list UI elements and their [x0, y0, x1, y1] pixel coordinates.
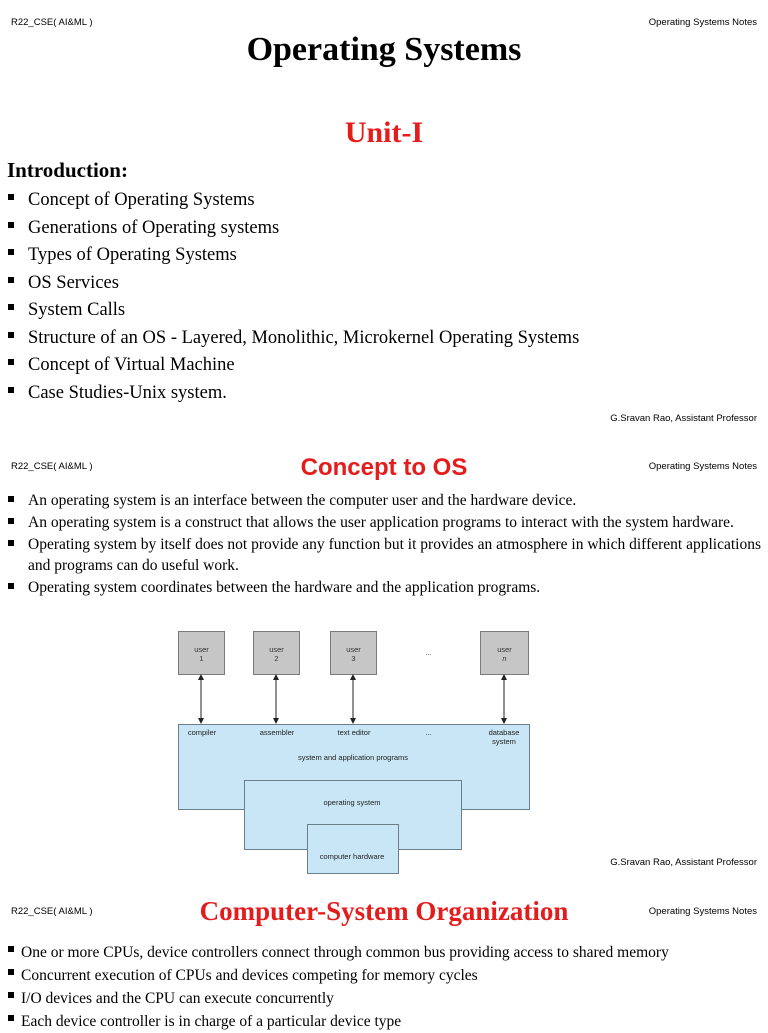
- hardware-layer: [307, 824, 399, 874]
- program-ellipsis: ...: [425, 728, 432, 737]
- user-number: 1: [199, 654, 204, 663]
- list-item-text: Operating system by itself does not provide any function but it provides an atmosphere in which different applications and programs can do useful work.: [28, 536, 761, 574]
- page-footer: G.Sravan Rao, Assistant Professor: [610, 413, 757, 424]
- concept-list: [8, 490, 761, 599]
- list-item-text: OS Services: [28, 272, 119, 293]
- bullet-icon: [8, 194, 14, 200]
- list-item: [8, 188, 760, 216]
- list-item: [8, 243, 760, 271]
- programs-layer-label: system and application programs: [297, 753, 409, 762]
- list-item: [8, 1010, 760, 1033]
- bullet-icon: [8, 249, 14, 255]
- user-number: 3: [351, 654, 356, 663]
- bullet-icon: [8, 359, 14, 365]
- unit-heading: Unit-I: [344, 116, 424, 149]
- user-number: n: [502, 654, 507, 663]
- bullet-icon: [8, 583, 14, 589]
- user-label: user: [269, 645, 284, 654]
- list-item: [8, 353, 760, 381]
- bullet-icon: [8, 518, 14, 524]
- list-item: [8, 216, 760, 244]
- list-item-text: An operating system is an interface between the computer user and the hardware device.: [28, 492, 577, 509]
- list-item-text: Generations of Operating systems: [28, 217, 280, 238]
- list-item: [8, 577, 761, 598]
- list-item-text: Concurrent execution of CPUs and devices competing for memory cycles: [21, 967, 478, 984]
- list-item: [8, 987, 760, 1010]
- bullet-icon: [8, 387, 14, 393]
- header-left: R22_CSE( AI&ML ): [11, 461, 93, 472]
- user-ellipsis: ...: [425, 648, 432, 657]
- list-item: [8, 512, 761, 533]
- bullet-icon: [8, 946, 14, 952]
- list-item: [8, 271, 760, 299]
- header-left: R22_CSE( AI&ML ): [11, 906, 93, 917]
- section-title: Concept to OS: [300, 454, 468, 481]
- list-item: [8, 490, 761, 511]
- list-item-text: An operating system is a construct that allows the user application programs to interact with the system hardware.: [28, 514, 734, 531]
- bullet-icon: [8, 992, 14, 998]
- os-layer-label: operating system: [323, 798, 381, 807]
- header-right: Operating Systems Notes: [648, 461, 757, 472]
- list-item-text: Concept of Virtual Machine: [28, 355, 235, 375]
- list-item: [8, 326, 760, 354]
- bullet-icon: [8, 496, 14, 502]
- list-item-text: System Calls: [28, 300, 126, 320]
- header-right: Operating Systems Notes: [648, 17, 757, 28]
- list-item-text: Each device controller is in charge of a particular device type: [21, 1013, 402, 1030]
- user-label: user: [194, 645, 209, 654]
- os-diagram: [178, 627, 530, 872]
- program-label: compiler: [187, 728, 217, 737]
- page-title: Operating Systems: [246, 31, 522, 68]
- program-label: assembler: [259, 728, 295, 737]
- bullet-icon: [8, 1015, 14, 1021]
- section-heading: Introduction:: [7, 158, 128, 182]
- program-label: database system: [488, 728, 520, 746]
- list-item: [8, 964, 760, 987]
- list-item: [8, 298, 760, 326]
- section-title: Computer-System Organization: [199, 896, 569, 926]
- bullet-icon: [8, 332, 14, 338]
- list-item-text: Concept of Operating Systems: [28, 190, 255, 210]
- program-label: text editor: [337, 728, 371, 737]
- list-item-text: I/O devices and the CPU can execute concurrently: [21, 990, 334, 1007]
- list-item-text: One or more CPUs, device controllers connect through common bus providing access to shared memory: [21, 944, 669, 961]
- organization-list: [8, 941, 760, 1033]
- header-left: R22_CSE( AI&ML ): [11, 17, 93, 28]
- list-item: [8, 381, 760, 409]
- topic-list: [8, 188, 760, 408]
- list-item-text: Structure of an OS - Layered, Monolithic, Microkernel Operating Systems: [28, 327, 580, 348]
- page-footer: G.Sravan Rao, Assistant Professor: [610, 857, 757, 868]
- user-label: user: [497, 645, 512, 654]
- bullet-icon: [8, 304, 14, 310]
- header-right: Operating Systems Notes: [648, 906, 757, 917]
- bullet-icon: [8, 277, 14, 283]
- user-label: user: [346, 645, 361, 654]
- hardware-layer-label: computer hardware: [319, 852, 385, 861]
- bullet-icon: [8, 540, 14, 546]
- bullet-icon: [8, 222, 14, 228]
- list-item-text: Case Studies-Unix system.: [28, 382, 227, 403]
- list-item-text: Types of Operating Systems: [28, 245, 237, 265]
- bullet-icon: [8, 969, 14, 975]
- list-item: [8, 534, 761, 576]
- list-item: [8, 941, 760, 964]
- list-item-text: Operating system coordinates between the hardware and the application programs.: [28, 579, 541, 596]
- user-number: 2: [274, 654, 279, 663]
